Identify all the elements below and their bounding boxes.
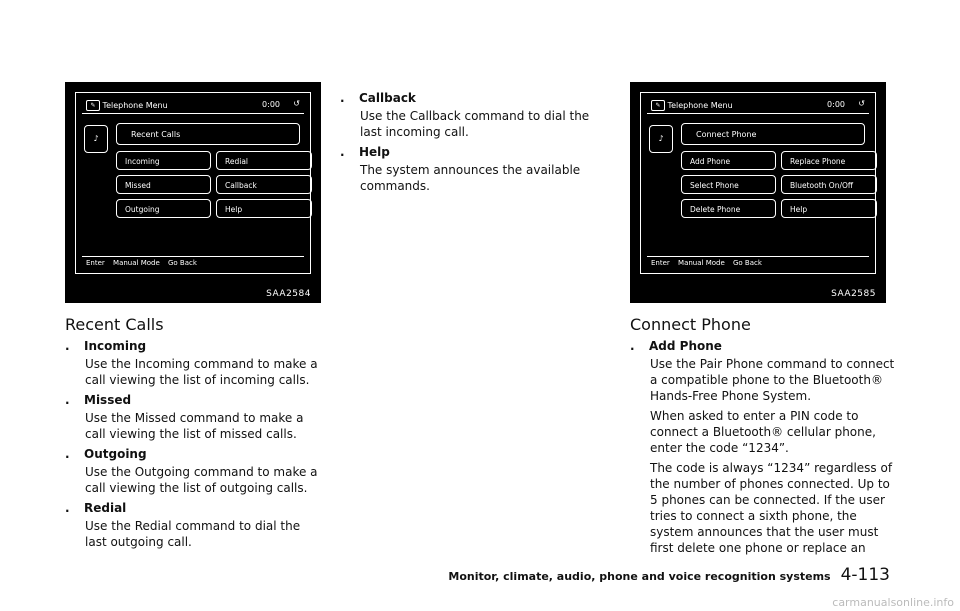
item-term: Callback [359,91,416,105]
item-term: Missed [84,393,132,407]
incoming-button[interactable]: Incoming [116,151,211,170]
back-icon: ↺ [293,99,300,108]
item-desc: Use the Missed command to make a call viewing the list of missed calls. [85,411,304,441]
missed-button[interactable]: Missed [116,175,211,194]
item-desc: Use the Incoming command to make a call viewing the list of incoming calls. [85,357,318,387]
add-phone-button[interactable]: Add Phone [681,151,776,170]
list-item: . Redial Use the Redial command to dial the last outgoing call. [65,500,325,550]
figure-caption: SAA2585 [831,289,876,299]
go-back-label: Go Back [168,259,197,267]
screen-time: 0:00 [827,100,845,109]
screen-footer [82,256,304,269]
item-desc: Use the Outgoing command to make a call viewing the list of outgoing calls. [85,465,318,495]
help-button[interactable]: Help [216,199,312,218]
section-heading-connect-phone: Connect Phone [630,315,751,334]
recent-calls-list [65,338,325,554]
list-item: . Add Phone Use the Pair Phone command to connect a compatible phone to the Bluetooth® Hands-Free Phone System. When asked to enter a PIN code to connect a Bluetooth® cellular phone, enter the code “1234”. The code is always “1234” regardless of the number of phones connected. Up to 5 phones can be connected. If the user tries to connect a sixth phone, the system announces that the user must first delete one phone or replace an [630,338,900,556]
enter-label: Enter [86,259,105,267]
screen-title: Telephone Menu [667,101,733,110]
item-desc: Use the Redial command to dial the last outgoing call. [85,519,301,549]
redial-button[interactable]: Redial [216,151,312,170]
delete-phone-button[interactable]: Delete Phone [681,199,776,218]
item-term: Help [359,145,390,159]
paragraph: The code is always “1234” regardless of the number of phones connected. Up to 5 phones can be connected. If the user tries to connect a sixth phone, the system announces that the user must first delete one phone or replace an [650,461,893,555]
footer-section: Monitor, climate, audio, phone and voice recognition systems [448,570,831,583]
manual-mode-label: Manual Mode [113,259,160,267]
page-footer [448,565,890,585]
item-desc: Use the Callback command to dial the last incoming call. [360,109,590,139]
voice-icon: ♪ [649,125,673,153]
middle-list [340,90,610,198]
voice-icon: ♪ [84,125,108,153]
phone-menu-icon: ✎ [651,100,665,111]
item-term: Outgoing [84,447,147,461]
list-item: . Incoming Use the Incoming command to make a call viewing the list of incoming calls. [65,338,325,388]
select-phone-button[interactable]: Select Phone [681,175,776,194]
list-item: . Outgoing Use the Outgoing command to make a call viewing the list of outgoing calls. [65,446,325,496]
connect-phone-button[interactable]: Connect Phone [681,123,865,145]
item-term: Add Phone [649,339,722,353]
back-icon: ↺ [858,99,865,108]
list-item: . Callback Use the Callback command to dial the last incoming call. [340,90,610,140]
page-number: 4-113 [840,565,890,585]
item-desc: The system announces the available commands. [360,163,581,193]
paragraph: Use the Pair Phone command to connect a compatible phone to the Bluetooth® Hands-Free Phone System. [650,357,895,403]
paragraph: When asked to enter a PIN code to connect a Bluetooth® cellular phone, enter the code “1234”. [650,409,876,455]
watermark: carmanualsonline.info [832,596,954,609]
item-term: Redial [84,501,127,515]
help-button[interactable]: Help [781,199,877,218]
replace-phone-button[interactable]: Replace Phone [781,151,877,170]
manual-mode-label: Manual Mode [678,259,725,267]
list-item: . Missed Use the Missed command to make a call viewing the list of missed calls. [65,392,325,442]
figure-recent-calls [65,82,321,303]
screen-title-bar [647,99,869,114]
go-back-label: Go Back [733,259,762,267]
screen-time: 0:00 [262,100,280,109]
section-heading-recent-calls: Recent Calls [65,315,164,334]
screen [75,92,311,274]
screen-title: Telephone Menu [102,101,168,110]
outgoing-button[interactable]: Outgoing [116,199,211,218]
list-item: . Help The system announces the available commands. [340,144,610,194]
figure-caption: SAA2584 [266,289,311,299]
bluetooth-toggle-button[interactable]: Bluetooth On/Off [781,175,877,194]
enter-label: Enter [651,259,670,267]
screen [640,92,876,274]
connect-phone-list [630,338,900,560]
phone-menu-icon: ✎ [86,100,100,111]
screen-footer [647,256,869,269]
figure-connect-phone [630,82,886,303]
item-term: Incoming [84,339,147,353]
screen-title-bar [82,99,304,114]
recent-calls-button[interactable]: Recent Calls [116,123,300,145]
callback-button[interactable]: Callback [216,175,312,194]
